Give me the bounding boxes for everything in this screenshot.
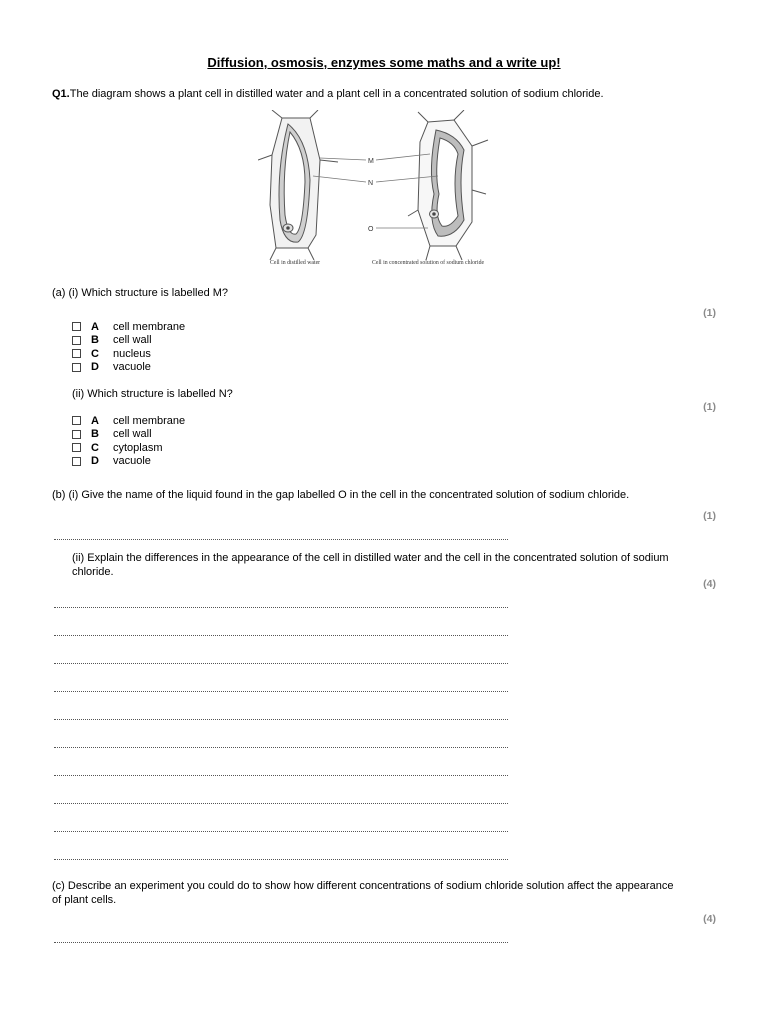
option-letter: A [91, 320, 99, 333]
option-letter: C [91, 441, 99, 454]
label-N: N [368, 180, 374, 187]
answer-line[interactable] [54, 663, 508, 665]
caption-right: Cell in concentrated solution of sodium chloride [372, 260, 485, 266]
option-b [72, 334, 185, 348]
marks-a-ii: (1) [703, 401, 716, 413]
cell-sodium-chloride [408, 110, 488, 260]
option-letter: B [91, 428, 99, 441]
option-a [72, 320, 185, 334]
option-d [72, 361, 185, 375]
option-text: cell membrane [113, 320, 186, 333]
answer-line[interactable] [54, 691, 508, 693]
checkbox[interactable] [72, 457, 81, 466]
question-b-ii-line1: (ii) Explain the differences in the appearance of the cell in distilled water and the cell in the concentrated solution of sodium [72, 552, 669, 564]
checkbox[interactable] [72, 336, 81, 345]
question-1-intro [52, 88, 732, 100]
marks-b-i: (1) [703, 510, 716, 522]
answer-line[interactable] [54, 859, 508, 861]
answer-line[interactable] [54, 635, 508, 637]
label-O: O [368, 226, 374, 233]
answer-line[interactable] [54, 831, 508, 833]
option-letter: D [91, 361, 99, 374]
option-letter: A [91, 414, 99, 427]
option-text: cell wall [113, 428, 152, 441]
answer-line[interactable] [54, 539, 508, 541]
marks-b-ii: (4) [703, 578, 716, 590]
option-text: cell wall [113, 334, 152, 347]
option-letter: D [91, 455, 99, 468]
answer-line[interactable] [54, 719, 508, 721]
checkbox[interactable] [72, 349, 81, 358]
option-text: nucleus [113, 347, 151, 360]
option-letter: C [91, 347, 99, 360]
question-b-ii [72, 551, 722, 579]
answer-line[interactable] [54, 803, 508, 805]
question-c-line2: of plant cells. [52, 894, 117, 906]
option-c [72, 347, 185, 361]
question-a-ii: (ii) Which structure is labelled N? [72, 388, 233, 400]
cell-distilled-water [258, 110, 338, 260]
option-text: cell membrane [113, 414, 186, 427]
question-c [52, 879, 722, 907]
question-c-line1: (c) Describe an experiment you could do to show how different concentrations of sodium chloride solution affect the appearance [52, 880, 674, 892]
label-M: M [368, 158, 374, 165]
options-a-i [72, 320, 185, 374]
plant-cell-diagram [258, 110, 516, 270]
question-a-i: (a) (i) Which structure is labelled M? [52, 287, 229, 299]
question-1-text: The diagram shows a plant cell in distilled water and a plant cell in a concentrated solution of sodium chloride. [69, 88, 604, 100]
answer-line[interactable] [54, 942, 508, 944]
question-b-i: (b) (i) Give the name of the liquid found in the gap labelled O in the cell in the concentrated solution of sodium chloride. [52, 489, 630, 501]
question-b-ii-line2: chloride. [72, 566, 114, 578]
checkbox[interactable] [72, 363, 81, 372]
checkbox[interactable] [72, 430, 81, 439]
answer-line[interactable] [54, 607, 508, 609]
option-text: cytoplasm [113, 441, 163, 454]
caption-left: Cell in distilled water [270, 260, 321, 266]
marks-a-i: (1) [703, 307, 716, 319]
page-title: Diffusion, osmosis, enzymes some maths and a write up! [207, 55, 561, 70]
options-a-ii [72, 414, 185, 468]
marks-c: (4) [703, 913, 716, 925]
option-a [72, 414, 185, 428]
option-text: vacuole [113, 361, 151, 374]
option-letter: B [91, 334, 99, 347]
option-c [72, 441, 185, 455]
checkbox[interactable] [72, 322, 81, 331]
checkbox[interactable] [72, 416, 81, 425]
option-text: vacuole [113, 455, 151, 468]
answer-line[interactable] [54, 747, 508, 749]
question-number: Q1. [52, 88, 70, 100]
answer-line[interactable] [54, 775, 508, 777]
option-d [72, 455, 185, 469]
option-b [72, 428, 185, 442]
checkbox[interactable] [72, 443, 81, 452]
